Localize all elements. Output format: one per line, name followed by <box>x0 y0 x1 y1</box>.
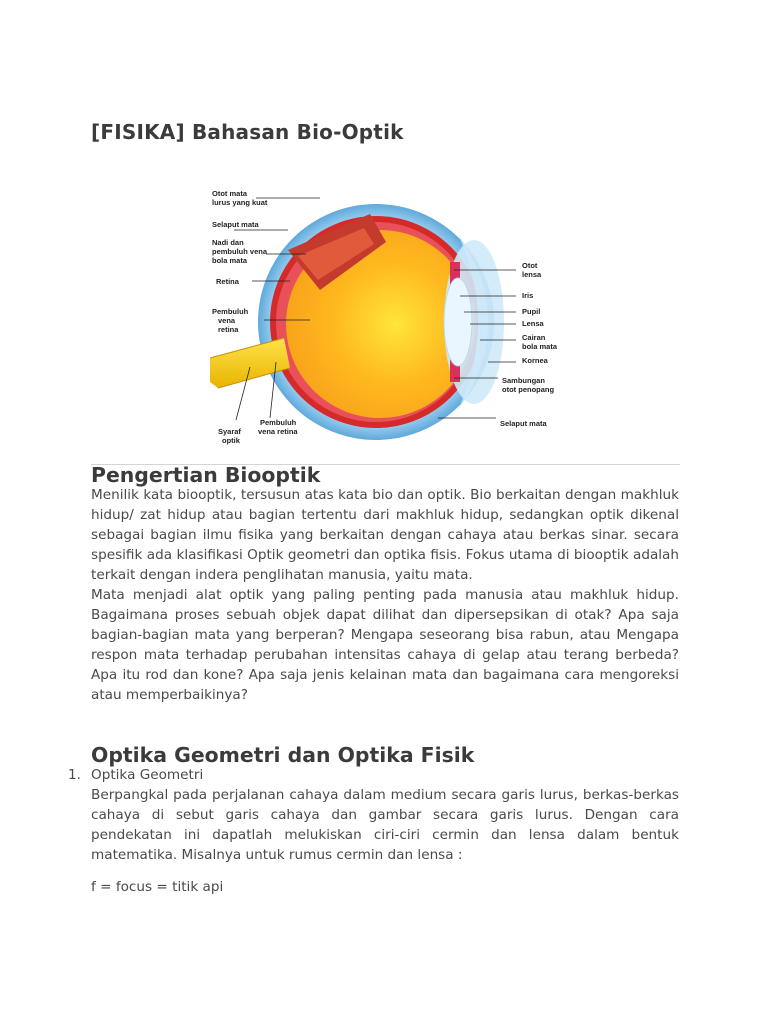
label-otot-lensa: Otot lensa <box>522 261 542 279</box>
label-retina: Retina <box>216 277 239 286</box>
document-title: [FISIKA] Bahasan Bio-Optik <box>91 120 404 144</box>
label-pembuluh-vena-retina-bottom: Pembuluh vena retina <box>258 418 298 436</box>
paragraph-optika-geometri: Berpangkal pada perjalanan cahaya dalam medium secara garis lurus, berkas-berkas cahaya di sebut garis cahaya dan gambar secara garis lurus. Dengan cara pendekatan ini dapatlah melukiskan ciri-ciri cermin dan lensa dalam bentuk matematika. Misalnya untuk rumus cermin dan lensa : <box>91 787 679 863</box>
document-body <box>68 463 679 897</box>
label-otot-mata: Otot mata lurus yang kuat <box>212 189 268 207</box>
eye-anatomy-figure <box>158 172 612 462</box>
label-sambungan: Sambungan otot penopang <box>502 376 555 394</box>
label-cairan: Cairan bola mata <box>522 333 558 351</box>
label-pembuluh-vena-retina: Pembuluh vena retina <box>212 307 249 334</box>
label-nadi: Nadi dan pembuluh vena bola mata <box>212 238 268 265</box>
paragraph-pengertian-2: Mata menjadi alat optik yang paling penting pada manusia atau makhluk hidup. Bagaimana proses sebuah objek dapat dilihat dan dipersepsikan di otak? Apa saja bagian-bagian mata yang berperan? Mengapa seseorang bisa rabun, atau Mengapa respon mata terhadap perubahan intensitas cahaya di gelap atau terang berbeda? Apa itu rod dan kone? Apa saja jenis kelainan mata dan bagaimana cara mengoreksi atau memperbaikinya? <box>91 587 679 703</box>
heading-optika: Optika Geometri dan Optika Fisik <box>91 743 475 767</box>
label-selaput-mata-top: Selaput mata <box>212 220 259 229</box>
formula-focus: f = focus = titik api <box>91 879 224 895</box>
label-lensa: Lensa <box>522 319 544 328</box>
eye-diagram <box>158 172 612 462</box>
list-item-title: Optika Geometri <box>91 767 204 783</box>
label-selaput-mata-bottom: Selaput mata <box>500 419 547 428</box>
list-item-number: 1. <box>68 767 81 783</box>
label-iris: Iris <box>522 291 534 300</box>
paragraph-pengertian-1: Menilik kata biooptik, tersusun atas kata bio dan optik. Bio berkaitan dengan makhluk hidup/ zat hidup atau bagian tertentu dari makhluk hidup, sedangkan optik dikenal sebagai bagian ilmu fisika yang berkaitan dengan cahaya atau berkas sinar. secara spesifik ada klasifikasi Optik geometri dan optika fisis. Fokus utama di biooptik adalah terkait dengan indera penglihatan manusia, yaitu mata. <box>91 487 679 583</box>
list-item-optika-geometri <box>68 765 679 785</box>
label-syaraf-optik: Syaraf optik <box>218 427 241 445</box>
label-pupil: Pupil <box>522 307 541 316</box>
heading-pengertian: Pengertian Biooptik <box>91 463 321 487</box>
label-kornea: Kornea <box>522 356 548 365</box>
lens-shape <box>444 278 472 366</box>
